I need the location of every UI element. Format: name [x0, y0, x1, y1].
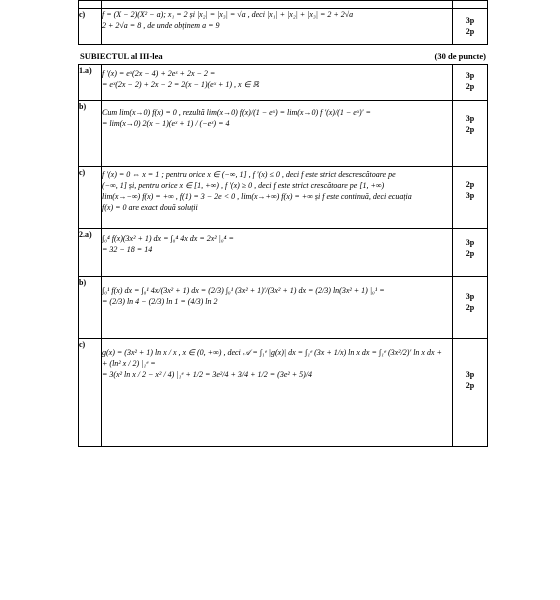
solution-line: = (2/3) ln 4 − (2/3) ln 1 = (4/3) ln 2: [102, 297, 218, 306]
row-label: 2.a): [79, 229, 102, 277]
solution-line: = 3(x² ln x / 2 − x² / 4) |₁ᵉ + 1/2 = 3e²/4 + 3/4 + 1/2 = (3e² + 5)/4: [102, 370, 313, 379]
points-value: 2p: [465, 249, 475, 258]
table-row: [79, 65, 488, 101]
points-value: 2p: [465, 82, 475, 91]
points-value: 3p: [465, 16, 475, 25]
solution-line: g(x) = (3x² + 1) ln x / x , x ∈ (0, +∞) , deci 𝒜 = ∫₁ᵉ |g(x)| dx = ∫₁ᵉ (3x + 1/x) ln x dx = ∫₁ᵉ (3x²/2)′ ln x dx +: [102, 348, 442, 357]
table-row: [79, 101, 488, 167]
row-label: c): [79, 9, 102, 45]
row-label: b): [79, 277, 102, 339]
points-value: 3p: [465, 114, 475, 123]
solution-line: f = (X − 2)(X² − a); x₁ = 2 și |x₂| = |x₃| = √a , deci |x₁| + |x₂| + |x₃| = 2 + 2√a: [102, 10, 354, 19]
top-row: [79, 9, 488, 45]
points-value: 2p: [465, 180, 475, 189]
solution-line: lim(x→−∞) f(x) = +∞ , f(1) = 3 − 2e < 0 , lim(x→+∞) f(x) = +∞ și f este continuă, deci ecuația: [102, 192, 412, 201]
points-value: 3p: [465, 370, 475, 379]
top-block-table: [78, 0, 488, 45]
points-value: 2p: [465, 27, 475, 36]
points-value: 2p: [465, 381, 475, 390]
solution-line: = eˣ(2x − 2) + 2x − 2 = 2(x − 1)(eˣ + 1) , x ∈ ℝ: [102, 80, 259, 89]
solution-line: Cum lim(x→0) f(x) = 0 , rezultă lim(x→0) f(x)/(1 − eˣ) = lim(x→0) f ′(x)/(1 − eˣ)′ =: [102, 108, 371, 117]
solution-line: f(x) = 0 are exact două soluții: [102, 203, 198, 212]
points-value: 3p: [465, 191, 475, 200]
solution-line: + (ln² x / 2) |₁ᵉ =: [102, 359, 156, 368]
section-header: [80, 51, 486, 61]
points-value: 2p: [465, 303, 475, 312]
solution-line: f ′(x) = 0 ⇔ x = 1 ; pentru orice x ∈ (−∞, 1] , f ′(x) ≤ 0 , deci f este strict descrescătoare pe: [102, 170, 396, 179]
row-label: 1.a): [79, 65, 102, 101]
table-row: [79, 339, 488, 447]
table-row: [79, 277, 488, 339]
points-value: 3p: [465, 292, 475, 301]
solutions-table: [78, 64, 488, 447]
section-title: SUBIECTUL al III-lea: [80, 51, 163, 61]
points-value: 2p: [465, 125, 475, 134]
row-label: c): [79, 167, 102, 229]
top-spacer-row: [79, 1, 488, 9]
solution-line: ∫₀¹ f(x) dx = ∫₀¹ 4x/(3x² + 1) dx = (2/3) ∫₀¹ (3x² + 1)′/(3x² + 1) dx = (2/3) ln(3x² + 1) |₀¹ =: [102, 286, 385, 295]
row-label: b): [79, 101, 102, 167]
solution-line: f ′(x) = eˣ(2x − 4) + 2eˣ + 2x − 2 =: [102, 69, 216, 78]
row-label: c): [79, 339, 102, 447]
solution-line: 2 + 2√a = 8 , de unde obținem a = 9: [102, 21, 220, 30]
points-value: 3p: [465, 238, 475, 247]
solution-line: = lim(x→0) 2(x − 1)(eˣ + 1) / (−eˣ) = 4: [102, 119, 230, 128]
exam-solution-page: [78, 0, 488, 447]
solution-line: ∫₀⁴ f(x)(3x² + 1) dx = ∫₀⁴ 4x dx = 2x² |₀⁴ =: [102, 234, 234, 243]
table-row: [79, 229, 488, 277]
solution-line: (−∞, 1] și, pentru orice x ∈ [1, +∞) , f ′(x) ≥ 0 , deci f este strict crescătoare pe [1, +∞): [102, 181, 385, 190]
solution-line: = 32 − 18 = 14: [102, 245, 153, 254]
points-value: 3p: [465, 71, 475, 80]
section-score: (30 de puncte): [434, 51, 486, 61]
table-row: [79, 167, 488, 229]
